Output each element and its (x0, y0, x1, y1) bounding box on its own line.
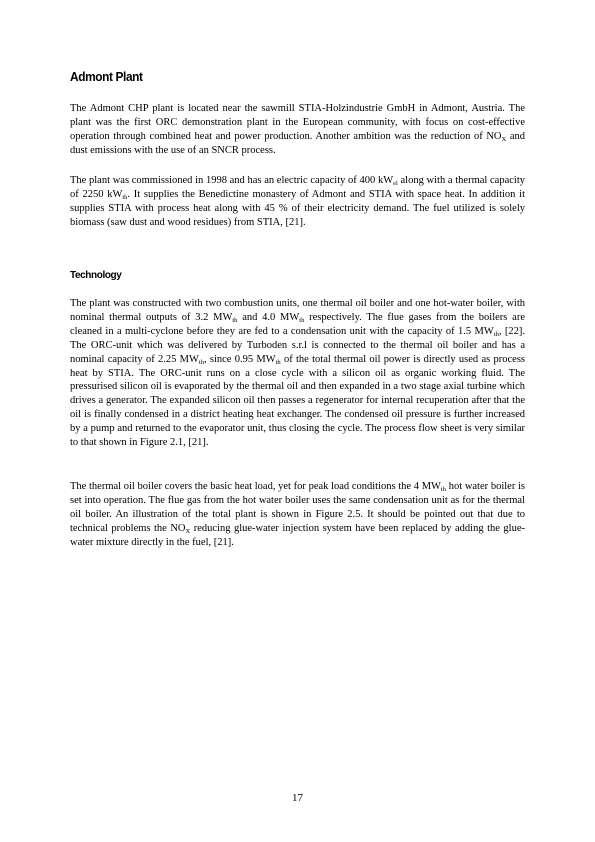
paragraph-intro: The Admont CHP plant is located near the sawmill STIA-Holzindustrie GmbH in Admont, Austria. The plant was the first ORC demonstration plant in the European community, with focus on cost-effective operation through combined heat and power production. Another ambition was the reduction of $NO_X$ and dust emissions with the use of an SNCR process. (70, 103, 525, 156)
page-number: 17 (292, 792, 303, 804)
paragraph-operation: The thermal oil boiler covers the basic heat load, yet for peak load conditions the 4 $MW_{th}$ hot water boiler is set into operation. The flue gas from the hot water boiler uses the same condensation unit as for the thermal oil boiler. An illustration of the total plant is shown in Figure 2.5. It should be pointed out that due to technical problems the $NO_X$ reducing glue-water injection system have been replaced by adding the glue-water mixture directly in the fuel, [21]. (70, 481, 525, 548)
section-title: Admont Plant (70, 70, 143, 84)
paragraph-capacity: The plant was commissioned in 1998 and has an electric capacity of 400 $kW_{el}$ along with a thermal capacity of 2250 $kW_{th}$. It supplies the Benedictine monastery of Admont and STIA with space heat. In addition it supplies STIA with process heat along with 45 % of their electricity demand. The fuel utilized is solely biomass (saw dust and wood residues) from STIA, [21]. (70, 175, 525, 228)
subsection-title: Technology (70, 269, 122, 281)
paragraph-technology: The plant was constructed with two combustion units, one thermal oil boiler and one hot-water boiler, with nominal thermal outputs of 3.2 $MW_{th}$ and 4.0 $MW_{th}$ respectively. The flue gases from the boilers are cleaned in a multi-cyclone before they are fed to a condensation unit with the capacity of 1.5 $MW_{th}$, [22]. The ORC-unit which was delivered by Turboden s.r.l is connected to the thermal oil boiler and has a nominal capacity of 2.25 $MW_{th}$, since 0.95 $MW_{th}$ of the total thermal oil power is directly used as process heat by STIA. The ORC-unit runs on a close cycle with a silicon oil as organic working fluid. The pressurised silicon oil is evaporated by the thermal oil and then expanded in a two stage axial turbine which drives a generator. The expanded silicon oil then passes a regenerator for internal recuperation after that the oil is finally condensed in a district heating heat exchanger. The condensed oil pressure is further increased by a pump and returned to the evaporator unit, thus closing the cycle. The process flow sheet is very similar to that shown in Figure 2.1, [21]. (70, 298, 525, 449)
